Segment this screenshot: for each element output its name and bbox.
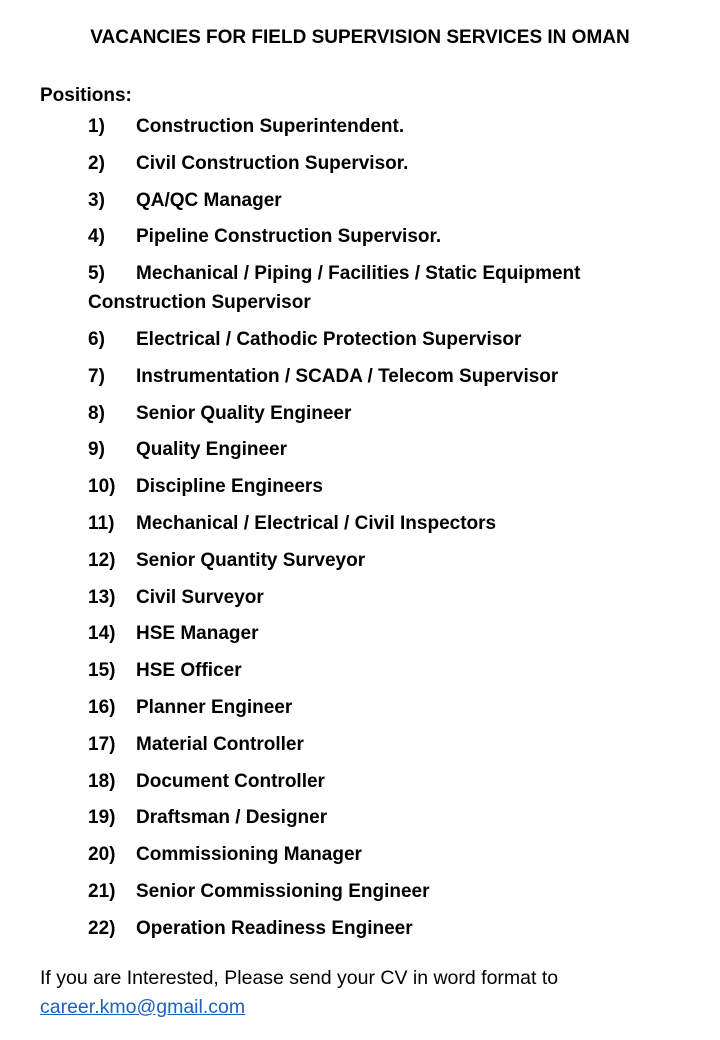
item-number: 16) (88, 696, 116, 718)
list-item (88, 767, 688, 796)
item-number: 1) (88, 116, 105, 137)
list-item (88, 472, 688, 501)
item-number: 13) (88, 586, 116, 608)
list-item (88, 112, 688, 141)
list-item (88, 730, 688, 759)
list-item (88, 693, 688, 722)
item-number: 2) (88, 152, 105, 174)
item-number: 8) (88, 402, 105, 424)
list-item (88, 435, 688, 464)
item-number: 19) (88, 807, 116, 829)
item-number: 9) (88, 439, 105, 461)
document-title: VACANCIES FOR FIELD SUPERVISION SERVICES IN OMAN (90, 27, 630, 48)
item-number: 22) (88, 917, 116, 939)
item-number: 20) (88, 844, 116, 866)
list-item (88, 362, 688, 391)
list-item (88, 656, 688, 685)
item-text: Planner Engineer (136, 696, 293, 718)
item-text: Senior Quality Engineer (136, 402, 352, 424)
item-number: 18) (88, 770, 116, 792)
footer-text: If you are Interested, Please send your CV in word format to (40, 967, 559, 989)
item-text: HSE Officer (136, 660, 242, 682)
list-item (88, 914, 688, 943)
list-item (88, 259, 688, 317)
item-text: Senior Commissioning Engineer (136, 880, 430, 902)
item-text: Civil Surveyor (136, 586, 264, 608)
item-text: HSE Manager (136, 623, 259, 645)
item-number: 5) (88, 263, 105, 285)
item-text: Instrumentation / SCADA / Telecom Supervisor (136, 365, 559, 387)
list-item (88, 546, 688, 575)
list-item (88, 149, 688, 178)
item-number: 15) (88, 660, 116, 682)
positions-list (88, 112, 688, 951)
item-number: 11) (88, 512, 115, 534)
list-item (88, 325, 688, 354)
list-item (88, 583, 688, 612)
item-number: 6) (88, 328, 105, 350)
item-number: 12) (88, 549, 116, 571)
list-item (88, 186, 688, 215)
list-item (88, 399, 688, 428)
item-text: Mechanical / Electrical / Civil Inspectors (136, 512, 497, 534)
item-text: Quality Engineer (136, 439, 287, 461)
contact-instructions (40, 964, 700, 1022)
list-item (88, 619, 688, 648)
item-text: Pipeline Construction Supervisor. (136, 226, 442, 248)
item-text: Discipline Engineers (136, 476, 323, 498)
list-item (88, 840, 688, 869)
item-text: Senior Quantity Surveyor (136, 549, 366, 571)
item-number: 10) (88, 476, 116, 498)
item-number: 3) (88, 189, 105, 211)
item-text: QA/QC Manager (136, 189, 282, 211)
item-number: 17) (88, 733, 116, 755)
item-number: 14) (88, 623, 116, 645)
item-number: 21) (88, 880, 116, 902)
item-text: Mechanical / Piping / Facilities / Static Equipment Construction Supervisor (88, 263, 581, 314)
list-item (88, 509, 688, 538)
list-item (88, 877, 688, 906)
item-number: 4) (88, 226, 105, 248)
item-text: Operation Readiness Engineer (136, 917, 413, 939)
list-item (88, 222, 688, 251)
list-item (88, 803, 688, 832)
email-link[interactable]: career.kmo@gmail.com (40, 996, 246, 1018)
item-text: Civil Construction Supervisor. (136, 152, 409, 174)
item-text: Document Controller (136, 770, 325, 792)
item-text: Electrical / Cathodic Protection Supervisor (136, 328, 522, 350)
item-text: Draftsman / Designer (136, 807, 328, 829)
item-number: 7) (88, 365, 105, 387)
item-text: Material Controller (136, 733, 304, 755)
item-text: Commissioning Manager (136, 844, 362, 866)
item-text: Construction Superintendent. (136, 116, 405, 137)
positions-label: Positions: (40, 85, 132, 106)
